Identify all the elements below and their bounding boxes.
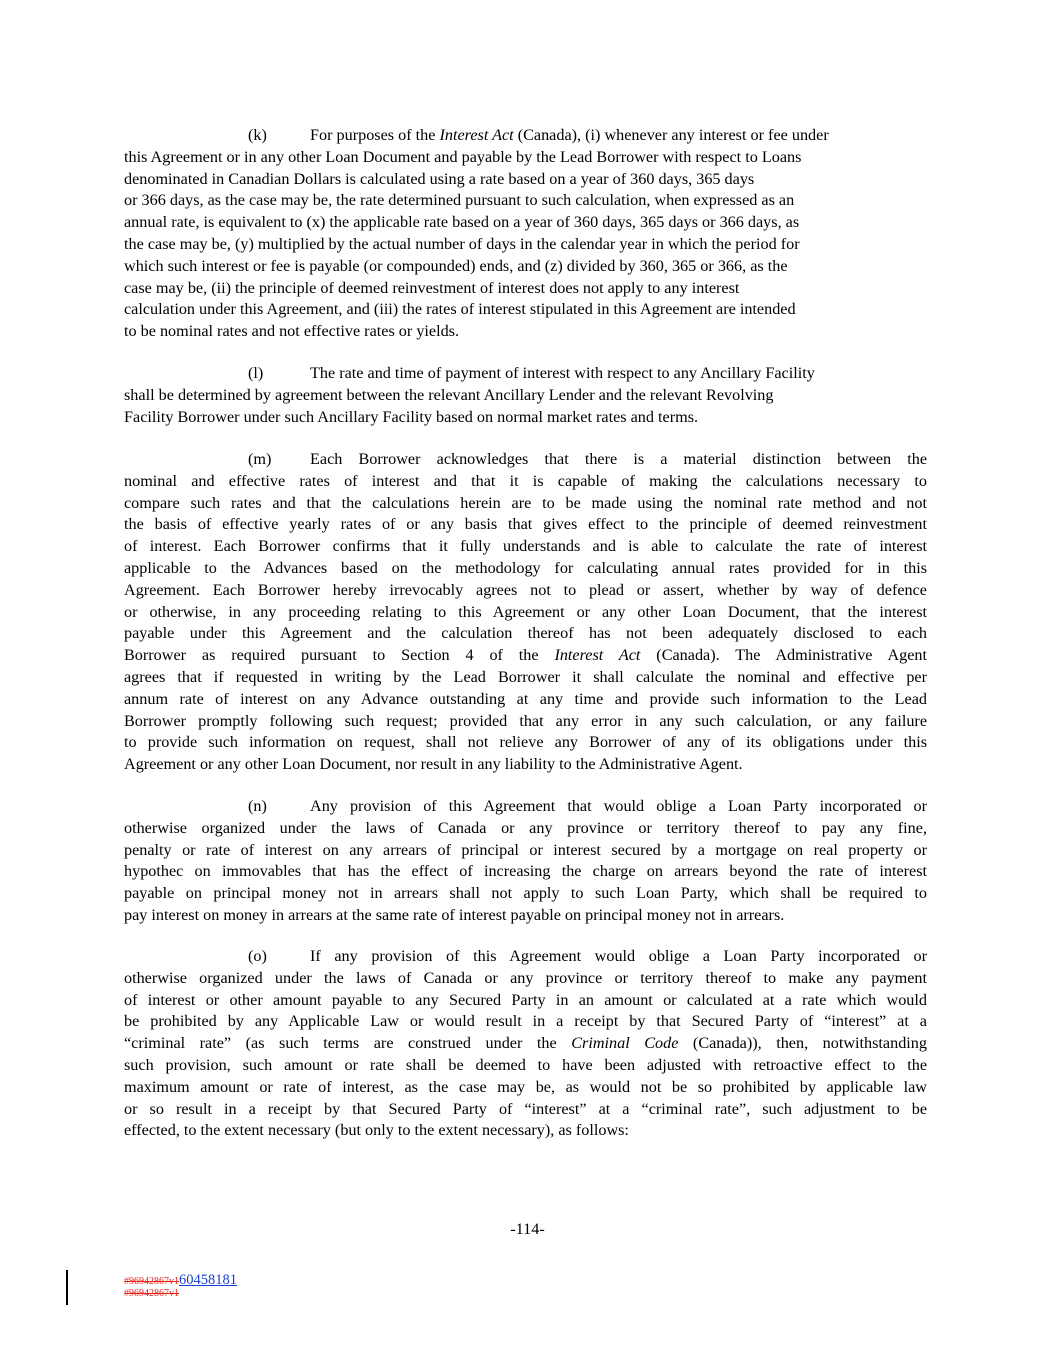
paragraph-n-line [124, 818, 927, 840]
text-run: “criminal rate” (as such terms are construed under the [124, 1034, 572, 1053]
doc-id-deleted-2: #96942867v1 [124, 1288, 179, 1299]
text-run: Facility Borrower under such Ancillary Facility based on normal market rates and terms. [124, 407, 699, 426]
text-run: penalty or rate of interest on any arrears of principal or interest secured by a mortgage on real property or [124, 840, 927, 859]
text-run: Criminal Code [571, 1034, 679, 1053]
text-run: otherwise organized under the laws of Canada or any province or territory thereof to make any payment [124, 968, 927, 987]
paragraph-k-label: (k) [248, 126, 267, 144]
paragraph-m-line [124, 493, 927, 515]
text-run: which such interest or fee is payable (or compounded) ends, and (z) divided by 360, 365 or 366, as the [124, 256, 788, 275]
text-run: this Agreement or in any other Loan Document and payable by the Lead Borrower with respect to Loans [124, 147, 802, 166]
text-run: annum rate of interest on any Advance outstanding at any time and provide such information to the Lead [124, 689, 927, 708]
text-run: the basis of effective yearly rates of or any basis that gives effect to the principle of deemed reinvestment [124, 515, 927, 534]
paragraph-k-line [124, 256, 927, 278]
text-run: or otherwise, in any proceeding relating to this Agreement or any other Loan Document, that the interest [124, 602, 927, 621]
doc-id-inserted: 60458181 [179, 1272, 237, 1288]
paragraph-k-line [124, 234, 927, 256]
paragraph-o [124, 946, 927, 1142]
text-run: The rate and time of payment of interest with respect to any Ancillary Facility [310, 364, 815, 382]
text-run: nominal and effective rates of interest and that it is capable of making the calculations necessary to [124, 471, 927, 490]
paragraph-o-line [124, 990, 927, 1012]
text-run: (Canada), (i) whenever any interest or fee under [513, 126, 829, 144]
document-id [124, 1274, 237, 1300]
text-run: denominated in Canadian Dollars is calculated using a rate based on a year of 360 days, 365 days [124, 169, 755, 188]
paragraph-o-line [124, 946, 927, 968]
paragraph-m-line [124, 667, 927, 689]
paragraph-k-line [124, 212, 927, 234]
paragraph-k-line [124, 125, 927, 147]
text-run: agrees that if requested in writing by the Lead Borrower it shall calculate the nominal and effective per [124, 667, 927, 686]
text-run: the case may be, (y) multiplied by the actual number of days in the calendar year in which the period for [124, 234, 800, 253]
paragraph-m-line [124, 623, 927, 645]
paragraph-n [124, 796, 927, 927]
text-run: Borrower promptly following such request; provided that any error in any such calculation, or any failure [124, 711, 927, 730]
paragraph-n-line [124, 905, 927, 927]
text-run: applicable to the Advances based on the methodology for calculating annual rates provided for in this [124, 558, 927, 577]
paragraph-o-line [124, 1077, 927, 1099]
paragraph-n-label: (n) [248, 797, 267, 815]
paragraph-o-line [124, 1011, 927, 1033]
text-run: payable under this Agreement and the calculation thereof has not been adequately disclosed to each [124, 624, 927, 643]
paragraph-l-line [124, 407, 927, 429]
text-run: of interest or other amount payable to any Secured Party in an amount or calculated at a rate which would [124, 990, 927, 1009]
paragraph-o-line [124, 1120, 927, 1142]
text-run: effected, to the extent necessary (but only to the extent necessary), as follows: [124, 1121, 629, 1140]
paragraph-k-line [124, 299, 927, 321]
text-run: to be nominal rates and not effective rates or yields. [124, 322, 460, 341]
paragraph-m-line [124, 471, 927, 493]
paragraph-m-line [124, 754, 927, 776]
text-run: or 366 days, as the case may be, the rate determined pursuant to such calculation, when expressed as an [124, 191, 795, 210]
text-run: such provision, such amount or rate shall be deemed to have been adjusted with retroactive effect to the [124, 1055, 927, 1074]
paragraph-k-line [124, 169, 927, 191]
paragraph-n-line [124, 840, 927, 862]
text-run: Any provision of this Agreement that would oblige a Loan Party incorporated or [310, 797, 927, 815]
paragraph-l-label: (l) [248, 364, 264, 382]
paragraph-m-line [124, 449, 927, 471]
text-run: Agreement. Each Borrower hereby irrevocably agrees not to plead or assert, whether by way of defence [124, 580, 927, 599]
text-run: maximum amount or rate of interest, as the case may be, as would not be so prohibited by applicable law [124, 1077, 927, 1096]
text-run: to provide such information on request, shall not relieve any Borrower of any of its obligations under this [124, 733, 927, 752]
paragraph-k-line [124, 190, 927, 212]
text-run: hypothec on immovables that has the effect of increasing the charge on arrears beyond the rate of interest [124, 862, 927, 881]
text-run: calculation under this Agreement, and (iii) the rates of interest stipulated in this Agreement are intended [124, 300, 796, 319]
paragraph-m-line [124, 602, 927, 624]
paragraph-n-line [124, 861, 927, 883]
text-run: (Canada)), then, notwithstanding [678, 1034, 927, 1053]
paragraph-m-line [124, 580, 927, 602]
paragraph-k [124, 125, 927, 343]
text-run: or so result in a receipt by that Secured Party of “interest” at a “criminal rate”, such adjustment to be [124, 1099, 927, 1118]
paragraph-n-line [124, 796, 927, 818]
change-bar [66, 1270, 68, 1305]
paragraph-n-line [124, 883, 927, 905]
paragraph-m-line [124, 711, 927, 733]
text-run: If any provision of this Agreement would oblige a Loan Party incorporated or [310, 947, 927, 965]
paragraph-m [124, 449, 927, 776]
paragraph-k-line [124, 321, 927, 343]
paragraph-o-line [124, 1099, 927, 1121]
paragraph-m-line [124, 514, 927, 536]
text-run: pay interest on money in arrears at the same rate of interest payable on principal money not in arrears. [124, 905, 785, 924]
paragraph-k-line [124, 278, 927, 300]
text-run: shall be determined by agreement between the relevant Ancillary Lender and the relevant Revolving [124, 385, 774, 404]
text-run: case may be, (ii) the principle of deemed reinvestment of interest does not apply to any interest [124, 278, 740, 297]
paragraph-m-line [124, 645, 927, 667]
text-run: Agreement or any other Loan Document, nor result in any liability to the Administrative Agent. [124, 755, 743, 774]
paragraph-m-line [124, 689, 927, 711]
text-run: payable on principal money not in arrears shall not apply to such Loan Party, which shall be required to [124, 884, 927, 903]
paragraph-o-line [124, 1033, 927, 1055]
text-run: compare such rates and that the calculations herein are to be made using the nominal rate method and not [124, 493, 927, 512]
paragraph-o-line [124, 1055, 927, 1077]
paragraph-l-line [124, 385, 927, 407]
text-run: otherwise organized under the laws of Canada or any province or territory thereof to pay any fine, [124, 818, 927, 837]
page-number: -114- [510, 1220, 545, 1238]
text-run: Interest Act [439, 126, 514, 144]
paragraph-k-line [124, 147, 927, 169]
paragraph-m-line [124, 732, 927, 754]
paragraph-l [124, 363, 927, 428]
paragraph-m-line [124, 558, 927, 580]
text-run: Interest Act [554, 646, 641, 665]
text-run: (Canada). The Administrative Agent [640, 646, 928, 665]
text-run: annual rate, is equivalent to (x) the applicable rate based on a year of 360 days, 365 days or 366 days, as [124, 213, 800, 232]
text-run: be prohibited by any Applicable Law or would result in a receipt by that Secured Party of “interest” at a [124, 1012, 927, 1031]
paragraph-m-line [124, 536, 927, 558]
paragraph-m-label: (m) [248, 450, 272, 468]
text-run: Borrower as required pursuant to Section 4 of the [124, 646, 555, 665]
text-run: Each Borrower acknowledges that there is a material distinction between the [310, 450, 927, 468]
text-run: of interest. Each Borrower confirms that it fully understands and is able to calculate the rate of interest [124, 537, 927, 556]
paragraph-o-label: (o) [248, 947, 267, 965]
text-run: For purposes of the [310, 126, 440, 144]
doc-id-deleted: #96942867v1 [124, 1276, 179, 1287]
paragraph-l-line [124, 363, 927, 385]
paragraph-o-line [124, 968, 927, 990]
